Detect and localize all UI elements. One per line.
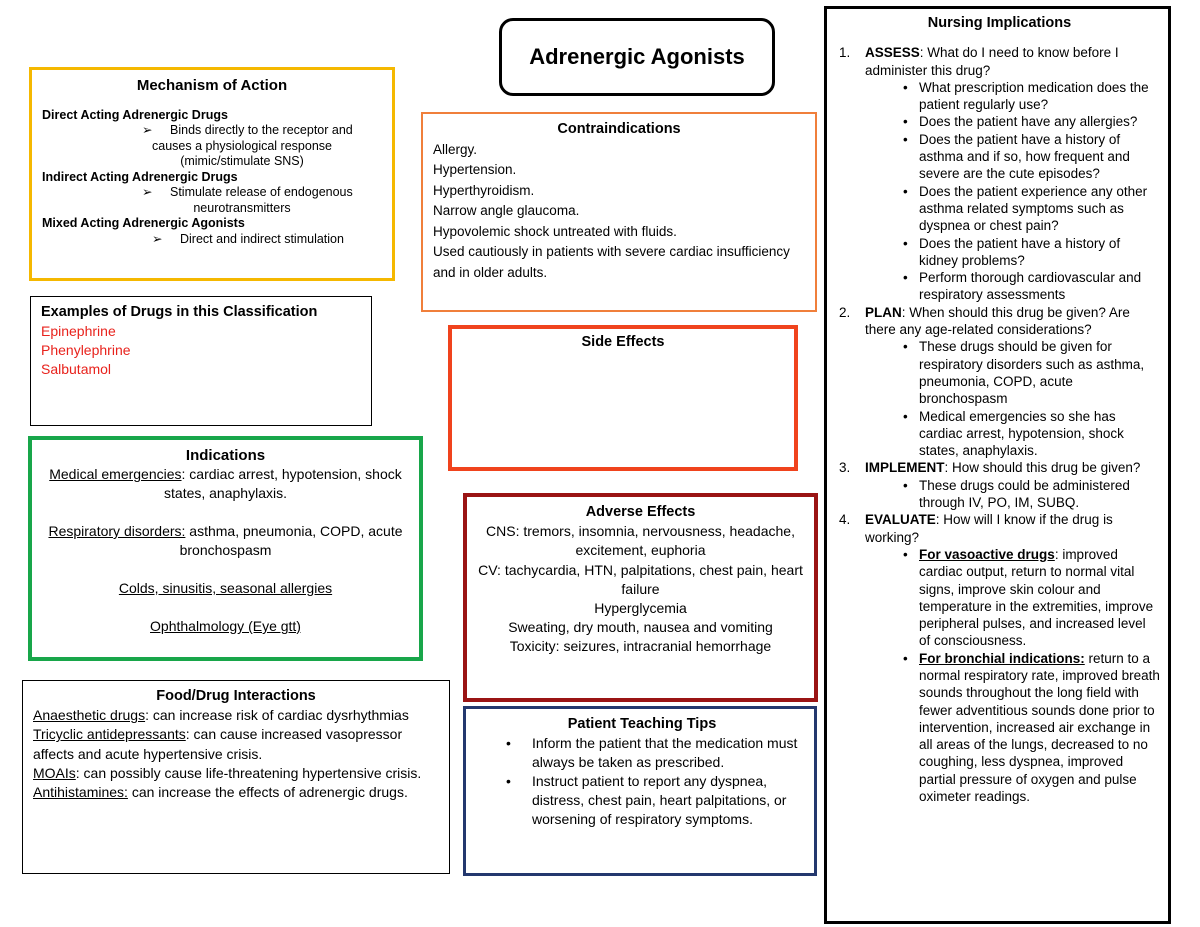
food-drug-heading: Food/Drug Interactions [156, 688, 316, 704]
indirect-acting-desc-cont: neurotransmitters [193, 200, 291, 215]
contraindication-item: Hyperthyroidism. [433, 182, 535, 198]
side-effects-heading: Side Effects [581, 334, 665, 350]
direct-acting-desc-cont2: (mimic/stimulate SNS) [180, 154, 304, 168]
contraindication-item: Used cautiously in patients with severe cardiac insufficiency and in older adults. [433, 244, 790, 280]
nursing-step-evaluate: 4. EVALUATE: How will I know if the drug is working? • For vasoactive drugs: improved cardiac output, return to normal vital signs, improve skin colour and temperature in the extremities, improve peripheral pulses, and increased level of consciousness. • For bronchial indications: return to a normal respiratory rate, improved breath sounds throughout the long field with fewer adventitious sounds done prior to intervention, increased air exchange in all areas of the lungs, decreased to no coughing, less dyspnea, improved partial pressure of oxygen and pulse oximeter readings. [839, 511, 1160, 805]
direct-acting-desc: ➢ Binds directly to the receptor and [142, 123, 353, 137]
arrow-bullet-icon: ➢ [152, 231, 163, 246]
adverse-effects-box [463, 493, 818, 702]
nursing-step-assess: 1. ASSESS: What do I need to know before I administer this drug? • What prescription medication does the patient regularly use? • Does the patient have any allergies? • Does the patient have a history of asthma and if so, how frequent and severe are the cute episodes? • Does the patient experience any other asthma related symptoms such as dyspnea or chest pain? • Does the patient have a history of kidney problems? • Perform thorough cardiovascular and respiratory assessments [839, 44, 1160, 303]
assess-bullet: • Does the patient have a history of kidney problems? [865, 235, 1160, 270]
indication-item: Medical emergencies: cardiac arrest, hypotension, shock states, anaphylaxis. [49, 466, 402, 501]
page-title [499, 18, 775, 96]
evaluate-bullet: • For bronchial indications: return to a normal respiratory rate, improved breath sounds throughout the long field with fewer adventitious sounds done prior to intervention, increased air exchange in all areas of the lungs, decreased to no coughing, less dyspnea, improved partial pressure of oxygen and pulse oximeter readings. [865, 650, 1160, 806]
contraindications-heading: Contraindications [557, 121, 681, 137]
nursing-implications-box [824, 6, 1171, 924]
contraindications-box [421, 112, 817, 312]
indications-heading: Indications [185, 447, 266, 464]
plan-bullet: • Medical emergencies so she has cardiac arrest, hypotension, shock states, anaphylaxis. [865, 408, 1160, 460]
interaction-item: Antihistamines: can increase the effects of adrenergic drugs. [33, 784, 408, 801]
adverse-effect-item: Hyperglycemia [594, 600, 687, 617]
nursing-heading: Nursing Implications [927, 15, 1072, 31]
drug-example: Epinephrine [41, 323, 116, 339]
contraindication-item: Hypovolemic shock untreated with fluids. [433, 223, 677, 239]
indications-box [28, 436, 423, 661]
arrow-bullet-icon: ➢ [142, 185, 153, 199]
mechanism-of-action-box [29, 67, 395, 281]
assess-bullet: • Does the patient experience any other asthma related symptoms such as dyspnea or chest pain? [865, 183, 1160, 235]
implement-bullet: • These drugs could be administered through IV, PO, IM, SUBQ. [865, 477, 1160, 512]
drug-example: Salbutamol [41, 361, 112, 377]
adverse-effect-item: CV: tachycardia, HTN, palpitations, chest pain, heart failure [478, 561, 803, 597]
examples-box [30, 296, 372, 426]
indication-item: Colds, sinusitis, seasonal allergies [118, 580, 333, 596]
interaction-item: MOAIs: can possibly cause life-threatening hypertensive crisis. [33, 764, 422, 781]
contraindication-item: Hypertension. [433, 162, 517, 177]
assess-bullet: • Perform thorough cardiovascular and respiratory assessments [865, 269, 1160, 304]
side-effects-box [448, 325, 798, 471]
assess-bullet: • Does the patient have any allergies? [865, 113, 1160, 130]
interaction-item: Anaesthetic drugs: can increase risk of cardiac dysrhythmias [33, 707, 409, 724]
title-text: Adrenergic Agonists [529, 44, 745, 69]
contraindication-item: Allergy. [433, 141, 478, 157]
mechanism-heading: Mechanism of Action [136, 77, 288, 94]
mixed-acting-title: Mixed Acting Adrenergic Agonists [42, 216, 245, 230]
assess-bullet: • Does the patient have a history of asthma and if so, how frequent and severe are the cute episodes? [865, 131, 1160, 183]
indirect-acting-desc: ➢ Stimulate release of endogenous [142, 185, 353, 199]
patient-teaching-box [463, 706, 817, 876]
examples-heading: Examples of Drugs in this Classification [41, 304, 318, 320]
nursing-step-implement: 3. IMPLEMENT: How should this drug be given? • These drugs could be administered through IV, PO, IM, SUBQ. [839, 459, 1160, 511]
teaching-tip: • Instruct patient to report any dyspnea, distress, chest pain, heart palpitations, or worsening of respiratory symptoms. [480, 772, 804, 829]
indication-item: Respiratory disorders: asthma, pneumonia, COPD, acute bronchospasm [48, 523, 403, 558]
interaction-item: Tricyclic antidepressants: can cause increased vasopressor affects and acute hypertensive crisis. [33, 726, 403, 762]
indication-item: Ophthalmology (Eye gtt) [150, 618, 301, 634]
adverse-effect-item: Toxicity: seizures, intracranial hemorrhage [509, 638, 772, 655]
plan-bullet: • These drugs should be given for respiratory disorders such as asthma, pneumonia, COPD, acute bronchospasm [865, 338, 1160, 407]
direct-acting-title: Direct Acting Adrenergic Drugs [42, 107, 228, 122]
adverse-effect-item: Sweating, dry mouth, nausea and vomiting [508, 619, 773, 636]
nursing-step-plan: 2. PLAN: When should this drug be given? Are there any age-related considerations? • These drugs should be given for respiratory disorders such as asthma, pneumonia, COPD, acute bronchospasm • Medical emergencies so she has cardiac arrest, hypotension, shock states, anaphylaxis. [839, 304, 1160, 460]
contraindication-item: Narrow angle glaucoma. [433, 203, 580, 218]
food-drug-interactions-box [22, 680, 450, 874]
evaluate-bullet: • For vasoactive drugs: improved cardiac output, return to normal vital signs, improve skin colour and temperature in the extremities, improve peripheral pulses, and increased level of consciousness. [865, 546, 1160, 650]
direct-acting-desc-cont: causes a physiological response [152, 138, 332, 153]
adverse-effect-item: CNS: tremors, insomnia, nervousness, headache, excitement, euphoria [486, 523, 795, 559]
patient-teaching-heading: Patient Teaching Tips [567, 716, 717, 732]
teaching-tip: • Inform the patient that the medication must always be taken as prescribed. [480, 734, 804, 772]
mixed-acting-desc: ➢ Direct and indirect stimulation [152, 231, 344, 246]
drug-example: Phenylephrine [41, 342, 131, 358]
indirect-acting-title: Indirect Acting Adrenergic Drugs [42, 169, 238, 184]
adverse-effects-heading: Adverse Effects [585, 504, 696, 520]
assess-bullet: • What prescription medication does the patient regularly use? [865, 79, 1160, 114]
arrow-bullet-icon: ➢ [142, 123, 153, 137]
